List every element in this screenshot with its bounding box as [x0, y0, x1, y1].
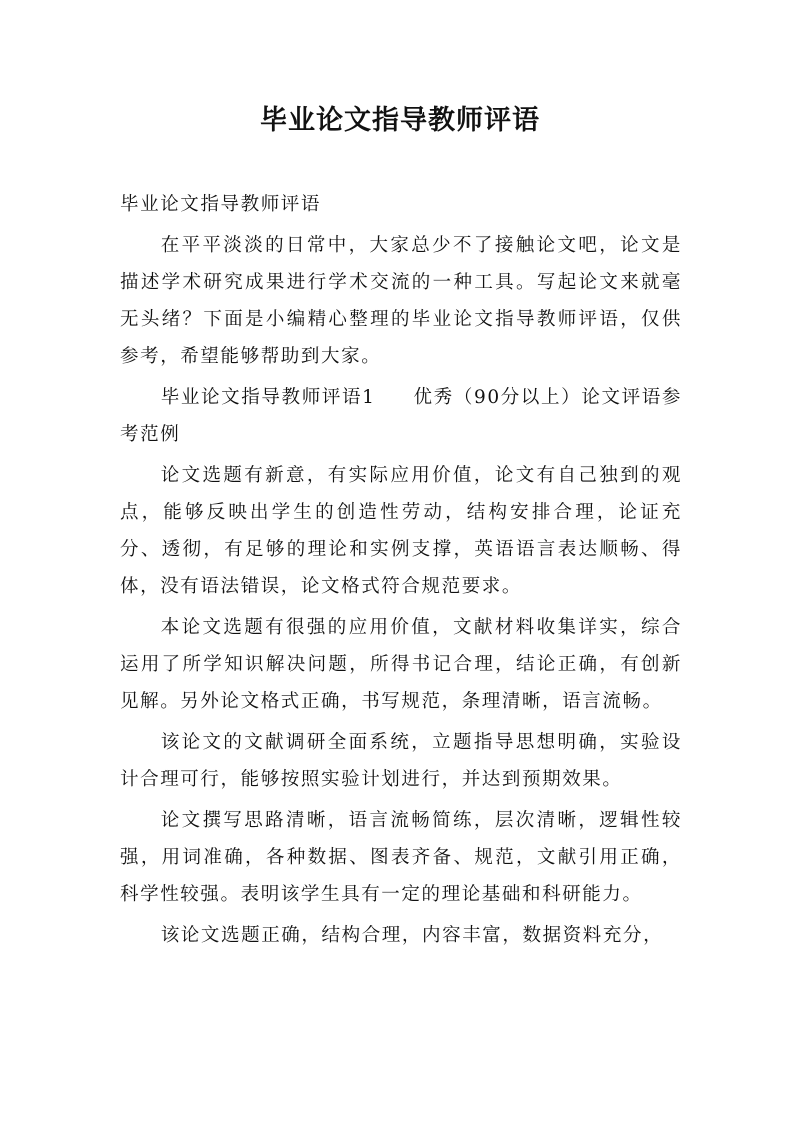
section-heading: 毕业论文指导教师评语1: [160, 387, 376, 408]
section-subheading: 优秀（90分以上）论文评语参考范例: [120, 387, 682, 445]
document-subtitle: 毕业论文指导教师评语: [120, 194, 322, 215]
comment-paragraph-3: 该论文的文献调研全面系统，立题指导思想明确，实验设计合理可行，能够按照实验计划进行，并达到预期效果。: [120, 732, 682, 790]
section-heading-line: [120, 379, 682, 453]
comment-paragraph-4: 论文撰写思路清晰，语言流畅简练，层次清晰，逻辑性较强，用词准确，各种数据、图表齐备、规范，文献引用正确，科学性较强。表明该学生具有一定的理论基础和科研能力。: [120, 810, 682, 905]
document-title: 毕业论文指导教师评语: [260, 105, 540, 136]
document-body: [120, 186, 682, 958]
intro-paragraph: 在平平淡淡的日常中，大家总少不了接触论文吧，论文是描述学术研究成果进行学术交流的一种工具。写起论文来就毫无头绪？下面是小编精心整理的毕业论文指导教师评语，仅供参考，希望能够帮助到大家。: [120, 235, 682, 367]
comment-paragraph-5: 该论文选题正确，结构合理，内容丰富，数据资料充分，: [160, 925, 664, 946]
comment-paragraph-1: 论文选题有新意，有实际应用价值，论文有自己独到的观点，能够反映出学生的创造性劳动，结构安排合理，论证充分、透彻，有足够的理论和实例支撑，英语语言表达顺畅、得体，没有语法错误，论文格式符合规范要求。: [120, 465, 682, 597]
comment-paragraph-2: 本论文选题有很强的应用价值，文献材料收集详实，综合运用了所学知识解决问题，所得书记合理，结论正确，有创新见解。另外论文格式正确，书写规范，条理清晰，语言流畅。: [120, 617, 682, 712]
